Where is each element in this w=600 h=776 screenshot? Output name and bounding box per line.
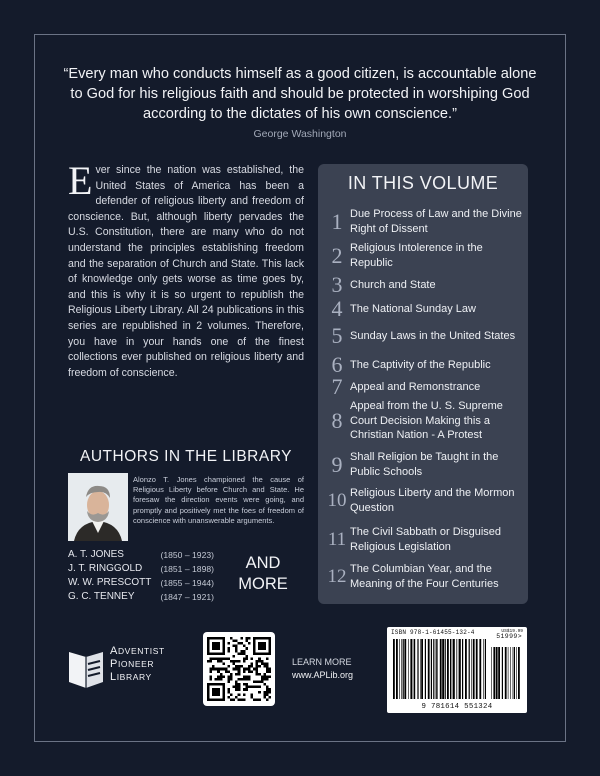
author-row: [68, 590, 214, 604]
drop-cap: E: [68, 158, 93, 203]
isbn-digits: 9 781614 551324: [421, 703, 493, 711]
volume-item: [326, 298, 526, 320]
volume-item-number: 1: [331, 209, 343, 234]
portrait-image: [68, 473, 128, 541]
volume-item-number: 12: [327, 566, 347, 587]
authors-heading: AUTHORS IN THE LIBRARY: [80, 448, 292, 465]
website-link[interactable]: www.APLib.org: [292, 670, 354, 680]
and-more-line-2: MORE: [238, 575, 288, 593]
volume-item-number: 6: [331, 352, 343, 377]
quote-text: “Every man who conducts himself as a good citizen, is accountable alone to God for his religious faith and should be protected in worshiping God according to the dictates of his own conscience.”: [63, 66, 537, 122]
volume-item: [326, 207, 526, 237]
volume-item-title: Appeal from the U. S. Supreme Court Decision Making this a Christian Nation - A Protest: [350, 399, 503, 442]
author-name: G. C. TENNEY: [68, 591, 135, 602]
volume-item-title: Due Process of Law and the Divine Right of Dissent: [350, 208, 522, 235]
book-icon: [66, 644, 106, 690]
author-name: W. W. PRESCOTT: [68, 577, 152, 588]
volume-item: [326, 274, 526, 296]
and-more-line-1: AND: [245, 554, 281, 572]
volume-item: [326, 354, 526, 376]
author-dates: (1850 – 1923): [160, 550, 214, 560]
volume-item-number: 8: [331, 408, 343, 433]
volume-item: [326, 486, 526, 516]
volume-item: [326, 562, 526, 592]
learn-more-label: LEARN MORE: [292, 657, 352, 667]
publisher-logo: [66, 640, 206, 696]
volume-item-title: Sunday Laws in the United States: [350, 329, 516, 342]
intro-text: ver since the nation was established, the United States of America has been a defender of religious liberty and freedom of conscience. But, although liberty pervades the U.S. Constitution, there are many who do not understand the principles establishing freedom and the separation of Church and State. This lack of knowledge only gets worse as time goes by, and this is why it is so urgent to republish the Religious Liberty Library. All 24 publications in this series are republished in 2 volumes. Therefore, you have in your hands one of the finest collections ever published on religious liberty and freedom of conscience.: [68, 164, 304, 379]
volume-contents-panel: [318, 164, 528, 604]
volume-item-title: Church and State: [350, 278, 436, 291]
isbn-barcode: [387, 627, 527, 713]
volume-item-number: 7: [331, 374, 343, 399]
volume-item-number: 3: [331, 272, 343, 297]
author-name: A. T. JONES: [68, 549, 124, 560]
volume-item-number: 10: [327, 490, 347, 511]
author-dates: (1855 – 1944): [160, 578, 214, 588]
volume-heading: IN THIS VOLUME: [347, 173, 499, 193]
author-dates: (1851 – 1898): [160, 564, 214, 574]
publisher-name: ADVENTIST PIONEER LIBRARY: [110, 645, 165, 683]
author-row: [68, 548, 214, 562]
qr-code-image: [207, 636, 271, 702]
author-list: [68, 548, 214, 604]
volume-item: [326, 241, 526, 271]
volume-item-title: The National Sunday Law: [350, 302, 476, 315]
author-row: [68, 576, 214, 590]
volume-item-number: 9: [331, 452, 343, 477]
volume-item: [326, 450, 526, 480]
volume-item: [326, 525, 526, 555]
quote-author: George Washington: [253, 128, 347, 140]
author-row: [68, 562, 214, 576]
author-name: J. T. RINGGOLD: [68, 563, 143, 574]
price-code: 51999>: [496, 633, 522, 640]
volume-item-title: The Captivity of the Republic: [350, 358, 491, 371]
volume-item-number: 5: [331, 323, 343, 348]
volume-item-title: The Columbian Year, and the Meaning of the Four Centuries: [350, 563, 499, 590]
and-more-text: [232, 553, 294, 595]
author-bio: Alonzo T. Jones championed the cause of Religious Liberty before Church and State. He foresaw the direction events were going, and promptly and positively met the foes of freedom of conscience with unanswerable arguments.: [133, 475, 304, 525]
volume-item-title: Religious Intolerence in the Republic: [350, 242, 483, 269]
qr-code[interactable]: [203, 632, 275, 706]
volume-item-title: Appeal and Remonstrance: [350, 380, 481, 393]
volume-item-number: 11: [327, 529, 347, 550]
isbn-label: ISBN 978-1-61455-132-4: [391, 629, 475, 636]
intro-paragraph: [68, 158, 304, 381]
author-portrait: [68, 473, 128, 541]
volume-item: [326, 398, 526, 444]
volume-item-title: The Civil Sabbath or Disguised Religious Legislation: [350, 526, 502, 553]
author-dates: (1847 – 1921): [160, 592, 214, 602]
barcode-bars: [391, 639, 523, 699]
volume-item: [326, 374, 526, 399]
volume-item: [326, 321, 526, 351]
price-label: US$19.99: [501, 629, 523, 634]
learn-more: [292, 656, 353, 682]
volume-item-title: Shall Religion be Taught in the Public Schools: [350, 451, 499, 478]
volume-item-number: 4: [331, 296, 343, 321]
volume-item-number: 2: [331, 243, 343, 268]
volume-item-title: Religious Liberty and the Mormon Question: [350, 487, 515, 514]
